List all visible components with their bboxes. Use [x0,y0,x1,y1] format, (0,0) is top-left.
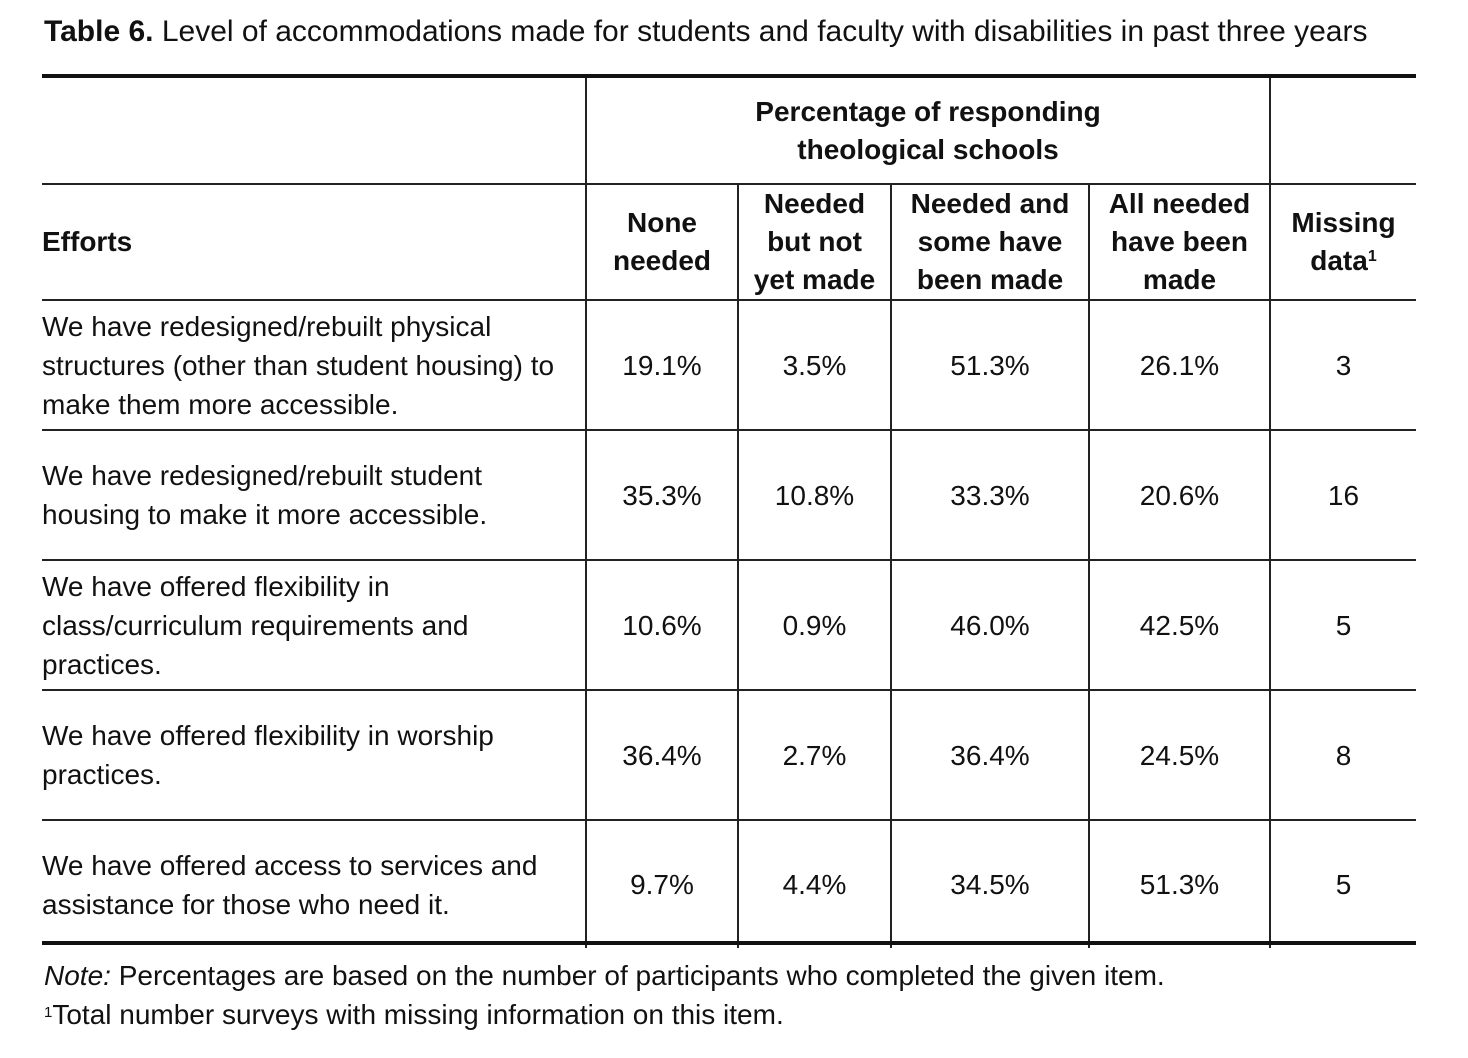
header-spacer-right [1270,78,1416,184]
row-effort: We have offered flexibility in worship practices. [42,690,586,820]
accommodations-table [42,78,1416,948]
row-all-made: 51.3% [1089,820,1270,948]
row-none-needed: 36.4% [586,690,738,820]
row-missing: 8 [1270,690,1416,820]
row-effort: We have redesigned/rebuilt physical structures (other than student housing) to make them more accessible. [42,300,586,430]
table-caption-label: Table 6. [44,15,154,48]
note-label: Note: [44,960,111,991]
row-missing: 5 [1270,820,1416,948]
row-needed-not-made: 0.9% [738,560,891,690]
row-effort: We have offered access to services and assistance for those who need it. [42,820,586,948]
col-header-missing-footnote-mark: 1 [1367,248,1377,265]
row-all-made: 26.1% [1089,300,1270,430]
row-needed-not-made: 2.7% [738,690,891,820]
table-row [42,300,1416,430]
table-caption [44,12,1367,52]
group-header-row [42,78,1416,184]
header-spacer [42,78,586,184]
note-line [44,956,1165,995]
row-needed-not-made: 3.5% [738,300,891,430]
col-header-missing [1270,184,1416,300]
col-header-needed-some-made: Needed and some have been made [891,184,1089,300]
row-none-needed: 35.3% [586,430,738,560]
table-row [42,560,1416,690]
bottom-rule [42,941,1416,945]
row-needed-some-made: 34.5% [891,820,1089,948]
footnote-line [44,995,1165,1034]
col-header-none-needed: None needed [586,184,738,300]
row-needed-some-made: 46.0% [891,560,1089,690]
row-effort: We have redesigned/rebuilt student housing to make it more accessible. [42,430,586,560]
table-caption-text: Level of accommodations made for students and faculty with disabilities in past three years [161,15,1368,48]
row-all-made: 24.5% [1089,690,1270,820]
group-header: Percentage of responding theological schools [586,78,1270,184]
row-effort: We have offered flexibility in class/curriculum requirements and practices. [42,560,586,690]
row-needed-some-made: 36.4% [891,690,1089,820]
row-none-needed: 10.6% [586,560,738,690]
row-needed-some-made: 33.3% [891,430,1089,560]
row-none-needed: 19.1% [586,300,738,430]
row-missing: 5 [1270,560,1416,690]
footnote-mark: 1 [44,1004,53,1021]
row-none-needed: 9.7% [586,820,738,948]
table-notes [44,956,1165,1034]
column-header-row [42,184,1416,300]
row-missing: 16 [1270,430,1416,560]
row-needed-not-made: 10.8% [738,430,891,560]
row-needed-not-made: 4.4% [738,820,891,948]
table-row [42,690,1416,820]
footnote-text: Total number surveys with missing information on this item. [52,999,784,1030]
table-row [42,430,1416,560]
note-text: Percentages are based on the number of participants who completed the given item. [118,960,1165,991]
row-needed-some-made: 51.3% [891,300,1089,430]
col-header-efforts: Efforts [42,184,586,300]
table-row [42,820,1416,948]
col-header-all-made: All needed have been made [1089,184,1270,300]
col-header-missing-label: Missing data [1291,207,1396,276]
row-missing: 3 [1270,300,1416,430]
row-all-made: 42.5% [1089,560,1270,690]
row-all-made: 20.6% [1089,430,1270,560]
col-header-needed-not-made: Needed but not yet made [738,184,891,300]
